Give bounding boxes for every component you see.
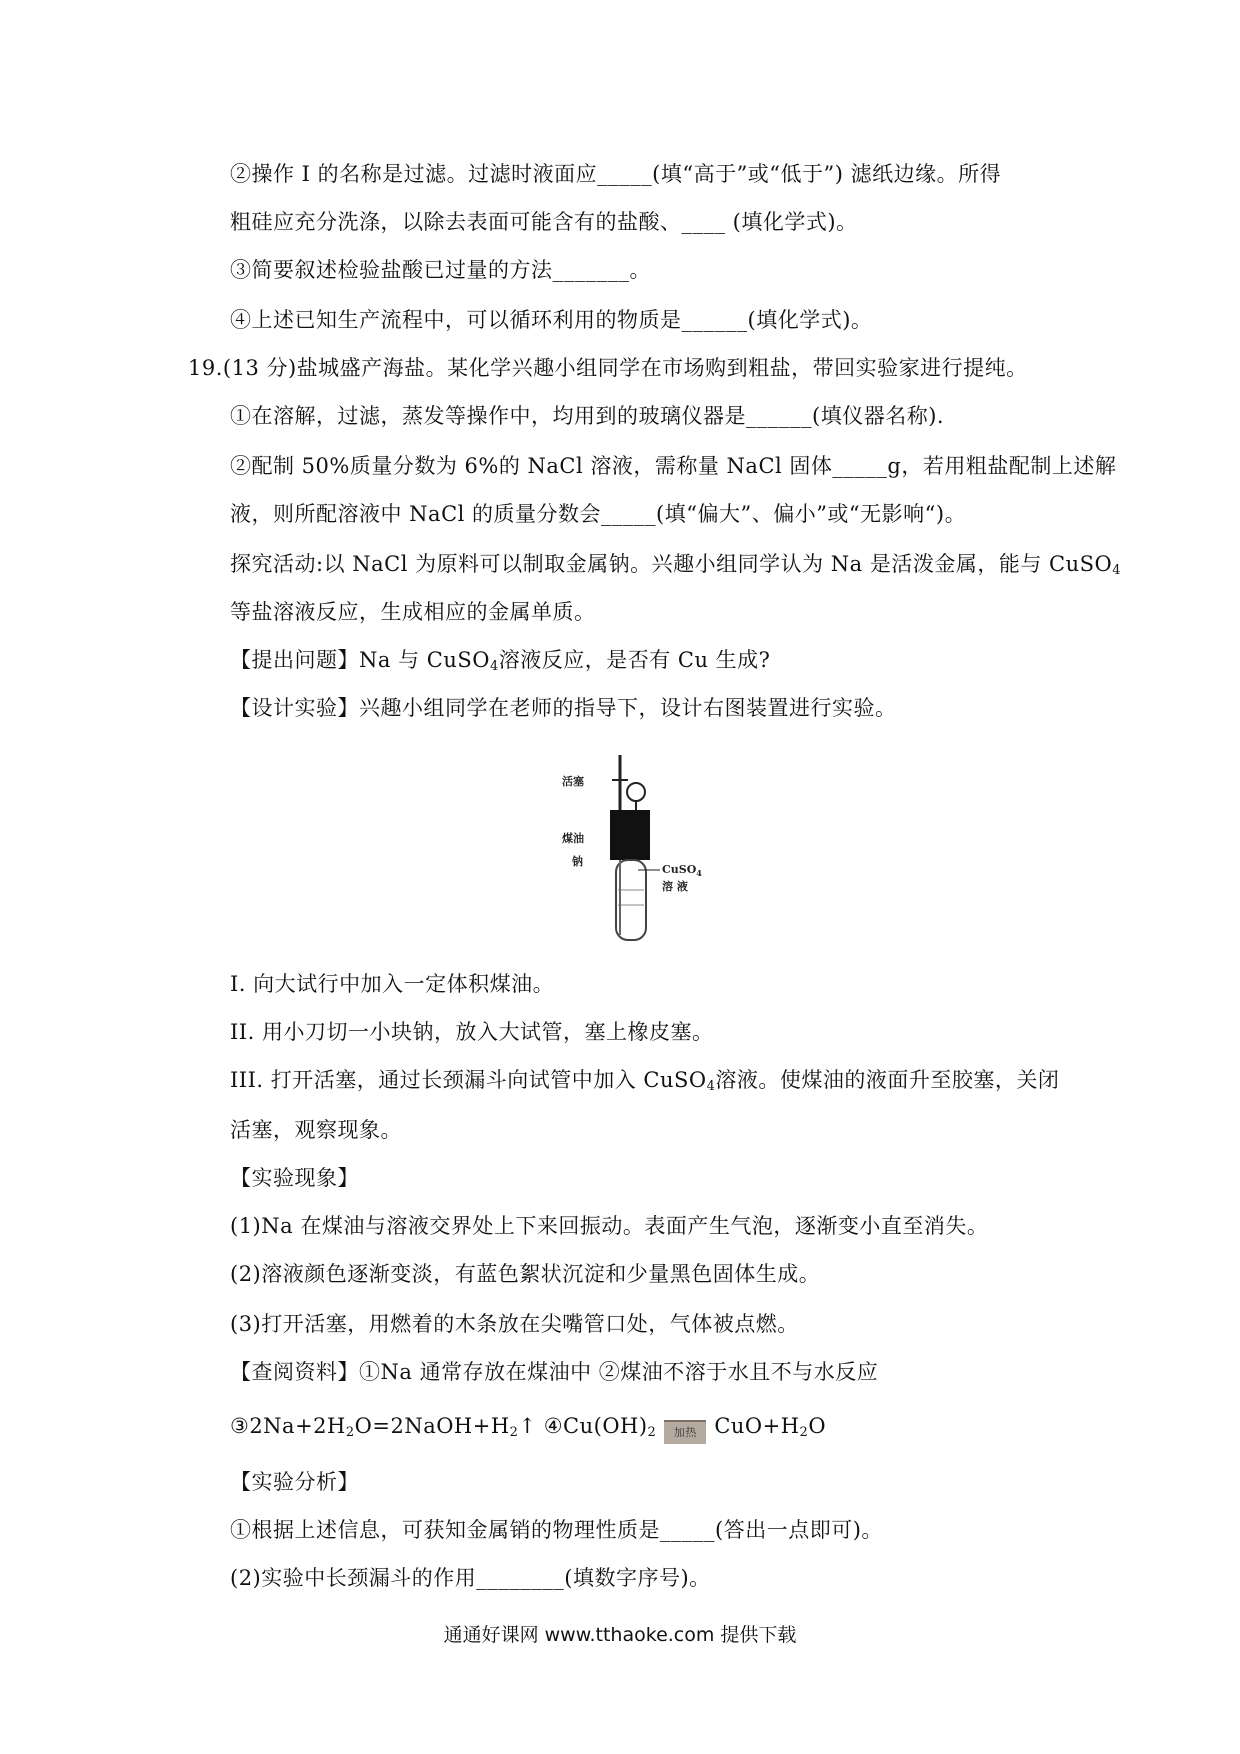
step-3-b: 溶液。使煤油的液面升至胶塞，关闭 <box>715 1068 1060 1092</box>
step-3 <box>230 1066 1059 1101</box>
line-11-sub: 4 <box>489 659 499 674</box>
question-19-title: 19.(13 分)盐城盛产海盐。某化学兴趣小组同学在市场购到粗盐，带回实验家进行提纯。 <box>188 356 1028 380</box>
eq-sub4: 2 <box>799 1425 809 1440</box>
line-11-b: 溶液反应，是否有 Cu 生成? <box>498 648 771 672</box>
label-valve: 活塞 <box>562 775 584 788</box>
reference-2 <box>230 1412 826 1447</box>
line-11-a: 【提出问题】Na 与 CuSO <box>230 648 490 672</box>
line-9 <box>230 550 1121 585</box>
line-2: 粗硅应充分洗涤，以除去表面可能含有的盐酸、____ (填化学式)。 <box>230 210 858 234</box>
eq-c: ↑ ④Cu(OH) <box>518 1414 648 1438</box>
label-kerosene: 煤油 <box>562 832 584 845</box>
line-11 <box>230 646 770 681</box>
line-9-text: 探究活动:以 NaCl 为原料可以制取金属钠。兴趣小组同学认为 Na 是活泼金属，能与 CuSO <box>230 552 1113 576</box>
step-2: II. 用小刀切一小块钠，放入大试管，塞上橡皮塞。 <box>230 1020 714 1044</box>
apparatus-figure <box>560 750 710 950</box>
eq-b: O=2NaOH+H <box>354 1414 510 1438</box>
line-12: 【设计实验】兴趣小组同学在老师的指导下，设计右图装置进行实验。 <box>230 696 897 720</box>
heat-condition: 加热 <box>664 1420 706 1444</box>
eq-sub2: 2 <box>509 1425 519 1440</box>
analysis-1: ①根据上述信息，可获知金属销的物理性质是_____(答出一点即可)。 <box>230 1518 883 1542</box>
step-1: I. 向大试行中加入一定体积煤油。 <box>230 972 555 996</box>
reference-1: 【查阅资料】①Na 通常存放在煤油中 ②煤油不溶于水且不与水反应 <box>230 1360 879 1384</box>
label-sodium: 钠 <box>572 855 583 868</box>
label-solution: CuSO$_4$ <box>662 863 702 878</box>
analysis-2: (2)实验中长颈漏斗的作用________(填数字序号)。 <box>230 1566 711 1590</box>
eq-d: CuO+H <box>714 1414 800 1438</box>
eq-e: O <box>808 1414 827 1438</box>
phenomenon-2: (2)溶液颜色逐渐变淡，有蓝色絮状沉淀和少量黑色固体生成。 <box>230 1262 821 1286</box>
line-7: ②配制 50%质量分数为 6%的 NaCl 溶液，需称量 NaCl 固体_____g，若用粗盐配制上述解 <box>230 454 1117 478</box>
line-6: ①在溶解，过滤，蒸发等操作中，均用到的玻璃仪器是______(填仪器名称). <box>230 404 945 428</box>
phenomena-heading: 【实验现象】 <box>230 1166 359 1190</box>
phenomenon-3: (3)打开活塞，用燃着的木条放在尖嘴管口处，气体被点燃。 <box>230 1312 799 1336</box>
line-9-sub: 4 <box>1112 563 1121 578</box>
line-8: 液，则所配溶液中 NaCl 的质量分数会_____(填“偏大”、偏小”或“无影响“)。 <box>230 502 967 526</box>
phenomenon-1: (1)Na 在煤油与溶液交界处上下来回振动。表面产生气泡，逐渐变小直至消失。 <box>230 1214 989 1238</box>
line-4: ④上述已知生产流程中，可以循环利用的物质是______(填化学式)。 <box>230 308 873 332</box>
line-10: 等盐溶液反应，生成相应的金属单质。 <box>230 600 596 624</box>
step-3-sub: 4 <box>706 1079 716 1094</box>
step-3-a: III. 打开活塞，通过长颈漏斗向试管中加入 CuSO <box>230 1068 707 1092</box>
eq-sub1: 2 <box>345 1425 355 1440</box>
apparatus-drawing <box>560 750 710 950</box>
label-solution-2: 溶 液 <box>662 880 688 893</box>
eq-a: ③2Na+2H <box>230 1414 346 1438</box>
eq-sub3: 2 <box>647 1425 657 1440</box>
analysis-heading: 【实验分析】 <box>230 1470 359 1494</box>
line-1: ②操作 I 的名称是过滤。过滤时液面应_____(填“高于”或“低于”) 滤纸边缘。所得 <box>230 162 1002 186</box>
footer: 通通好课网 www.tthaoke.com 提供下载 <box>443 1624 797 1646</box>
line-3: ③简要叙述检验盐酸已过量的方法_______。 <box>230 258 651 282</box>
step-3-cont: 活塞，观察现象。 <box>230 1118 402 1142</box>
